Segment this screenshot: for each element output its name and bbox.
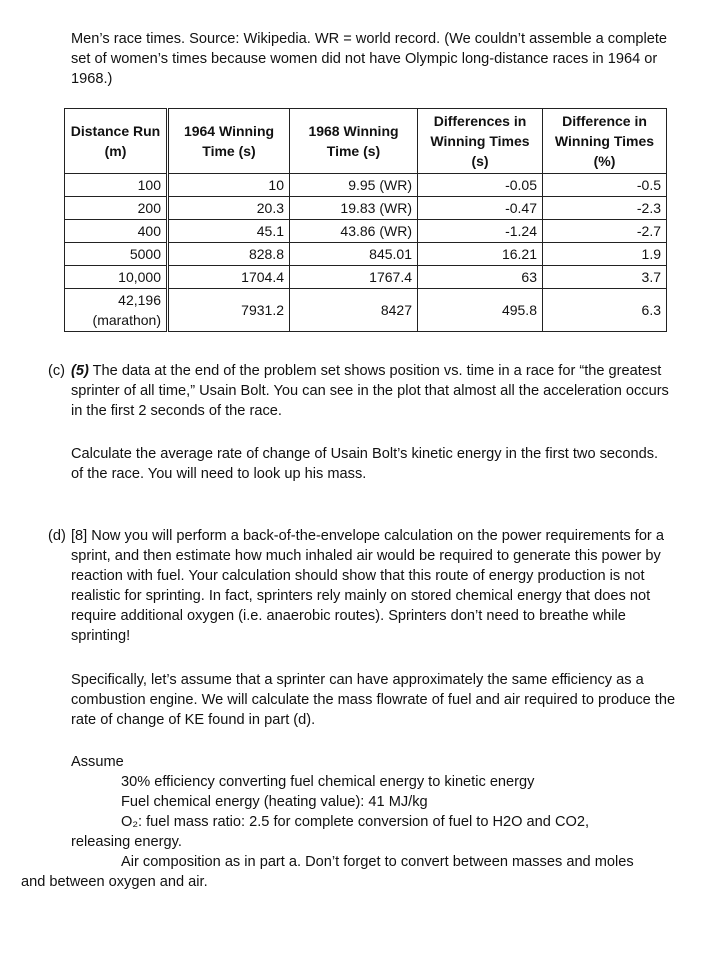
intro-paragraph: Men’s race times. Source: Wikipedia. WR = world record. (We couldn’t assemble a complete set of women’s times because women did not have Olympic long-distance races in 1964 or 1968.) (71, 31, 668, 87)
cell: 43.86 (WR) (290, 220, 418, 243)
header-distance: Distance Run (m) (65, 109, 168, 174)
cell: 495.8 (418, 289, 543, 332)
cell: -2.7 (543, 220, 667, 243)
cell: 200 (65, 197, 168, 220)
cell: 5000 (65, 243, 168, 266)
part-c-text (71, 361, 671, 421)
header-diff-s: Differences in Winning Times (s) (418, 109, 543, 174)
table-row (65, 174, 667, 197)
part-c-label: (c) (48, 363, 66, 379)
assumption-o2-ratio-cont: releasing energy. (71, 834, 182, 850)
table-row (65, 243, 667, 266)
table-row (65, 197, 667, 220)
cell: 8427 (290, 289, 418, 332)
header-diff-pct: Difference in Winning Times (%) (543, 109, 667, 174)
cell: 63 (418, 266, 543, 289)
cell: -1.24 (418, 220, 543, 243)
assumption-heating-value: Fuel chemical energy (heating value): 41 MJ/kg (121, 794, 428, 810)
part-c-points: (5) (71, 363, 89, 379)
cell: 7931.2 (168, 289, 290, 332)
cell: 845.01 (290, 243, 418, 266)
assumption-air-cont: and between oxygen and air. (21, 874, 208, 890)
part-d-spec: Specifically, let’s assume that a sprinter can have approximately the same efficiency as a combustion engine. We will calculate the mass flowrate of fuel and air required to produce the rate of change of KE found in part (d). (71, 672, 676, 728)
cell: 9.95 (WR) (290, 174, 418, 197)
part-d-label: (d) (48, 528, 66, 544)
table-row (65, 289, 667, 332)
cell: 1704.4 (168, 266, 290, 289)
cell: -0.5 (543, 174, 667, 197)
cell: 10 (168, 174, 290, 197)
cell: 400 (65, 220, 168, 243)
cell: 45.1 (168, 220, 290, 243)
cell: 3.7 (543, 266, 667, 289)
cell: 6.3 (543, 289, 667, 332)
cell: 42,196 (marathon) (65, 289, 168, 332)
cell: 100 (65, 174, 168, 197)
table-header-row (65, 109, 667, 174)
part-c-body: The data at the end of the problem set shows position vs. time in a race for “the greatest sprinter of all time,” Usain Bolt. You can see in the plot that almost all the acceleration occurs in the first 2 seconds of the race. (71, 363, 669, 419)
assume-label: Assume (71, 754, 124, 770)
table-row (65, 266, 667, 289)
cell: 1767.4 (290, 266, 418, 289)
cell: 10,000 (65, 266, 168, 289)
part-c-calc: Calculate the average rate of change of Usain Bolt’s kinetic energy in the first two seconds. of the race. You will need to look up his mass. (71, 446, 659, 482)
cell: 1.9 (543, 243, 667, 266)
race-times-table (64, 108, 667, 332)
table-row (65, 220, 667, 243)
cell: -0.47 (418, 197, 543, 220)
assumption-o2-ratio: O₂: fuel mass ratio: 2.5 for complete conversion of fuel to H2O and CO2, (121, 814, 590, 830)
cell: 16.21 (418, 243, 543, 266)
cell: 828.8 (168, 243, 290, 266)
part-d-text: [8] Now you will perform a back-of-the-envelope calculation on the power requirements for a sprint, and then estimate how much inhaled air would be required to generate this power by reaction with fuel. Your calculation should show that this route of energy production is not realistic for sprinting. In fact, sprinters rely mainly on stored chemical energy that does not require additional oxygen (i.e. anaerobic routes). Sprinters don’t need to breathe while sprinting! (71, 528, 664, 644)
assumption-air: Air composition as in part a. Don’t forget to convert between masses and moles (121, 854, 634, 870)
cell: -2.3 (543, 197, 667, 220)
header-1968: 1968 Winning Time (s) (290, 109, 418, 174)
cell: -0.05 (418, 174, 543, 197)
assumption-efficiency: 30% efficiency converting fuel chemical energy to kinetic energy (121, 774, 535, 790)
header-1964: 1964 Winning Time (s) (168, 109, 290, 174)
cell: 19.83 (WR) (290, 197, 418, 220)
cell: 20.3 (168, 197, 290, 220)
